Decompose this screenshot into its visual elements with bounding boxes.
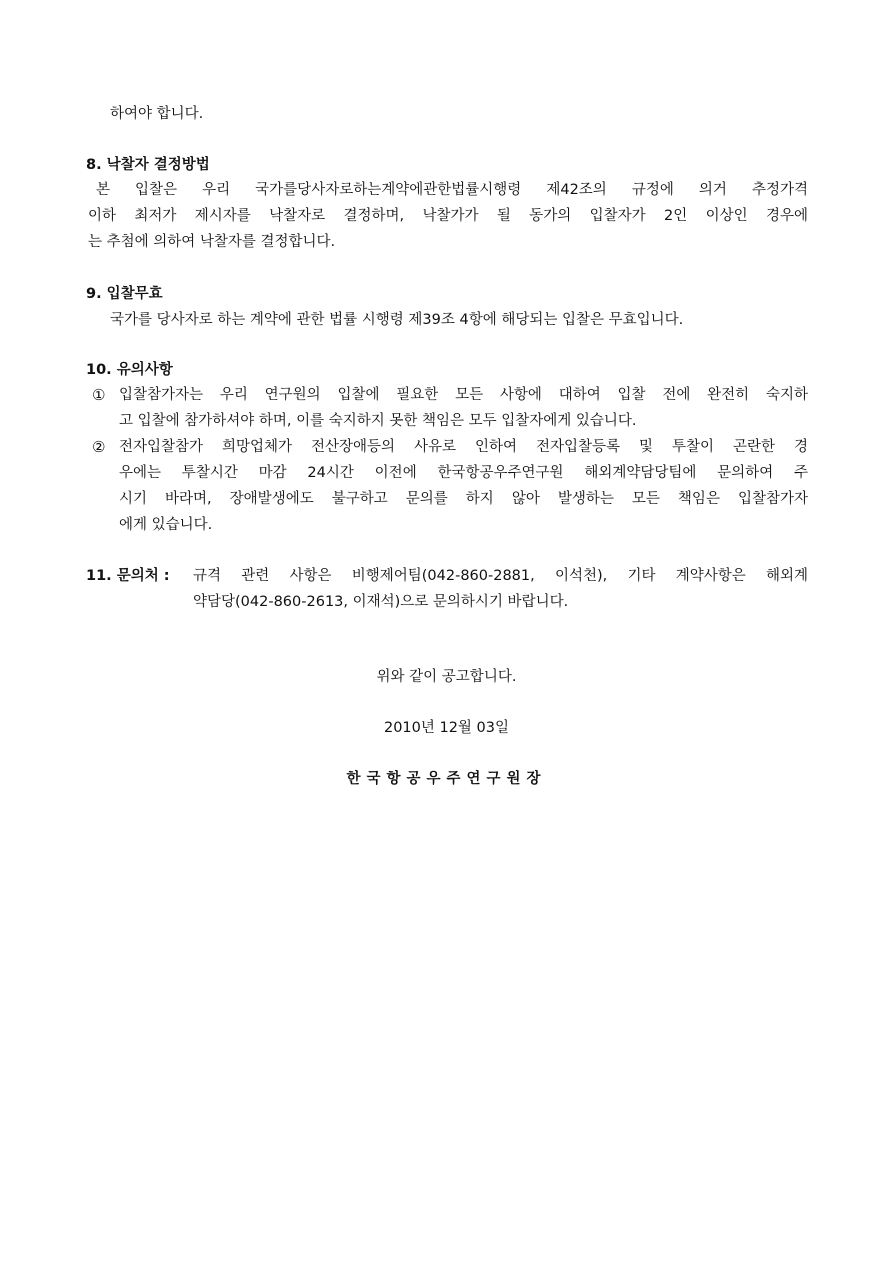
signature: 한국항공우주연구원장 xyxy=(346,771,547,787)
closing-text: 위와 같이 공고합니다. xyxy=(376,669,517,685)
section-8-line-2: 이하 최저가 제시자를 낙찰자로 결정하며, 낙찰가가 될 동가의 입찰자가 2인 이상인 경우에 xyxy=(88,208,808,224)
section-11-line-1: 규격 관련 사항은 비행제어팀(042-860-2881, 이석천), 기타 계약사항은 해외계 xyxy=(193,568,808,584)
continuation-text: 하여야 합니다. xyxy=(110,106,204,122)
section-8-line-3: 는 추첨에 의하여 낙찰자를 결정합니다. xyxy=(88,234,336,250)
item-2-line-4: 에게 있습니다. xyxy=(119,517,213,533)
item-2-line-2: 우에는 투찰시간 마감 24시간 이전에 한국항공우주연구원 해외계약담당팀에 문의하여 주 xyxy=(119,465,808,481)
section-9-line-1: 국가를 당사자로 하는 계약에 관한 법률 시행령 제39조 4항에 해당되는 입찰은 무효입니다. xyxy=(110,312,684,328)
item-1-marker: ① xyxy=(92,386,106,404)
section-8-line-1: 본 입찰은 우리 국가를당사자로하는계약에관한법률시행령 제42조의 규정에 의거 추정가격 xyxy=(96,182,808,198)
section-11-label: 11. 문의처 : xyxy=(86,568,170,584)
section-10-heading: 10. 유의사항 xyxy=(86,362,173,378)
notice-date: 2010년 12월 03일 xyxy=(383,720,510,736)
section-11-line-2: 약담당(042-860-2613, 이재석)으로 문의하시기 바랍니다. xyxy=(193,594,569,610)
item-2-line-3: 시기 바라며, 장애발생에도 불구하고 문의를 하지 않아 발생하는 모든 책임은 입찰참가자 xyxy=(119,491,808,507)
item-2-line-1: 전자입찰참가 희망업체가 전산장애등의 사유로 인하여 전자입찰등록 및 투찰이 곤란한 경 xyxy=(119,439,808,455)
section-9-heading: 9. 입찰무효 xyxy=(86,286,163,302)
item-2-marker: ② xyxy=(92,438,106,456)
section-8-heading: 8. 낙찰자 결정방법 xyxy=(86,157,210,173)
item-1-line-2: 고 입찰에 참가하셔야 하며, 이를 숙지하지 못한 책임은 모두 입찰자에게 있습니다. xyxy=(119,413,637,429)
item-1-line-1: 입찰참가자는 우리 연구원의 입찰에 필요한 모든 사항에 대하여 입찰 전에 완전히 숙지하 xyxy=(119,387,808,403)
